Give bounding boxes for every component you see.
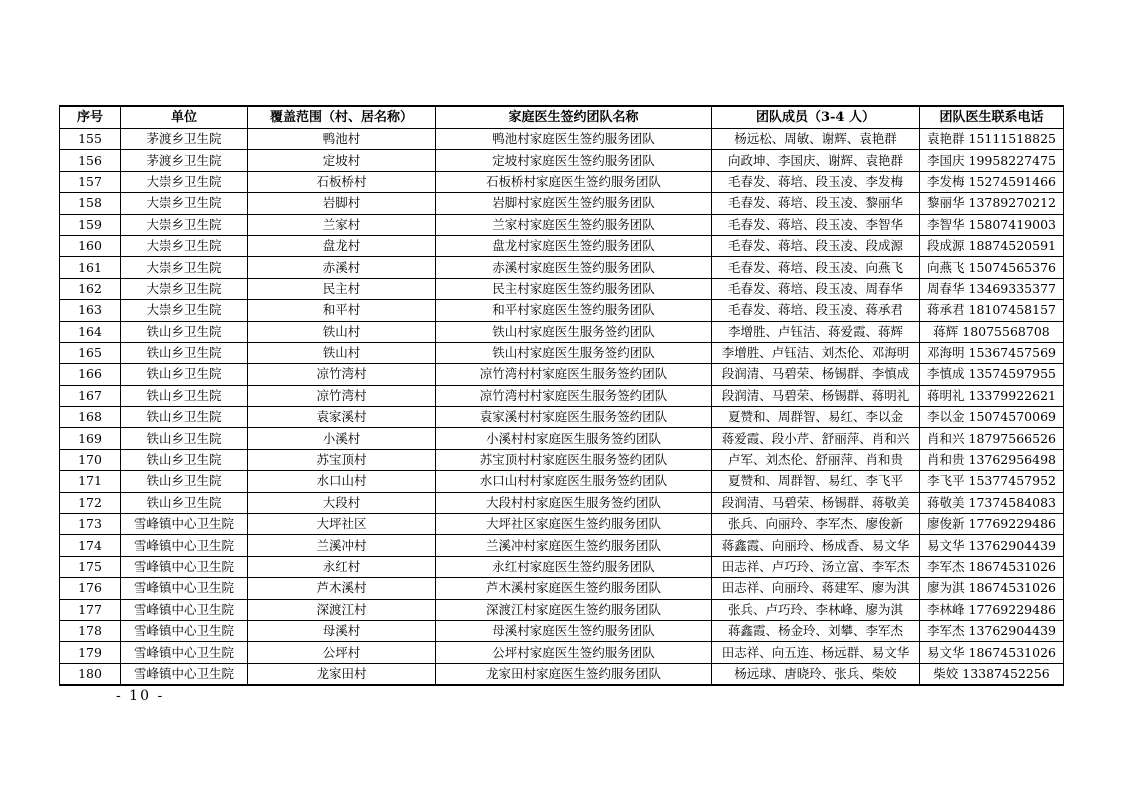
cell-coverage: 鸭池村	[248, 129, 436, 150]
cell-coverage: 母溪村	[248, 620, 436, 641]
cell-coverage: 兰溪冲村	[248, 535, 436, 556]
cell-index: 168	[60, 407, 121, 428]
cell-phone: 蒋明礼 13379922621	[920, 385, 1064, 406]
cell-phone: 李军杰 13762904439	[920, 620, 1064, 641]
cell-phone: 蒋辉 18075568708	[920, 321, 1064, 342]
table-row	[60, 514, 1064, 535]
cell-phone: 黎丽华 13789270212	[920, 193, 1064, 214]
cell-coverage: 民主村	[248, 278, 436, 299]
cell-members: 夏赞和、周群智、易红、李以金	[712, 407, 920, 428]
cell-phone: 袁艳群 15111518825	[920, 129, 1064, 150]
cell-unit: 大崇乡卫生院	[121, 278, 248, 299]
cell-coverage: 公坪村	[248, 642, 436, 663]
cell-phone: 柴姣 13387452256	[920, 663, 1064, 685]
cell-members: 毛春发、蒋培、段玉凌、周春华	[712, 278, 920, 299]
cell-phone: 李智华 15807419003	[920, 214, 1064, 235]
cell-team-name: 凉竹湾村村家庭医生服务签约团队	[436, 364, 712, 385]
table-row	[60, 428, 1064, 449]
table-row	[60, 342, 1064, 363]
cell-unit: 雪峰镇中心卫生院	[121, 642, 248, 663]
cell-index: 180	[60, 663, 121, 685]
cell-index: 162	[60, 278, 121, 299]
cell-unit: 大崇乡卫生院	[121, 300, 248, 321]
cell-team-name: 兰家村家庭医生签约服务团队	[436, 214, 712, 235]
cell-team-name: 龙家田村家庭医生签约服务团队	[436, 663, 712, 685]
cell-index: 164	[60, 321, 121, 342]
cell-members: 李增胜、卢钰洁、刘杰伦、邓海明	[712, 342, 920, 363]
cell-unit: 雪峰镇中心卫生院	[121, 556, 248, 577]
cell-unit: 铁山乡卫生院	[121, 449, 248, 470]
table-row	[60, 578, 1064, 599]
cell-coverage: 永红村	[248, 556, 436, 577]
cell-index: 167	[60, 385, 121, 406]
cell-phone: 周春华 13469335377	[920, 278, 1064, 299]
cell-index: 161	[60, 257, 121, 278]
cell-unit: 铁山乡卫生院	[121, 342, 248, 363]
cell-unit: 茅渡乡卫生院	[121, 129, 248, 150]
cell-members: 田志祥、卢巧玲、汤立富、李军杰	[712, 556, 920, 577]
cell-phone: 李林峰 17769229486	[920, 599, 1064, 620]
cell-unit: 茅渡乡卫生院	[121, 150, 248, 171]
table-row	[60, 407, 1064, 428]
cell-members: 向政坤、李国庆、谢辉、袁艳群	[712, 150, 920, 171]
cell-team-name: 岩脚村家庭医生签约服务团队	[436, 193, 712, 214]
cell-coverage: 石板桥村	[248, 171, 436, 192]
cell-team-name: 大坪社区家庭医生签约服务团队	[436, 514, 712, 535]
cell-index: 172	[60, 492, 121, 513]
cell-coverage: 赤溪村	[248, 257, 436, 278]
cell-members: 卢军、刘杰伦、舒丽萍、肖和贵	[712, 449, 920, 470]
header-index: 序号	[60, 106, 121, 129]
table-row	[60, 321, 1064, 342]
cell-index: 175	[60, 556, 121, 577]
cell-members: 蒋爱霞、段小芹、舒丽萍、肖和兴	[712, 428, 920, 449]
cell-members: 毛春发、蒋培、段玉凌、向燕飞	[712, 257, 920, 278]
cell-team-name: 石板桥村家庭医生签约服务团队	[436, 171, 712, 192]
cell-index: 170	[60, 449, 121, 470]
table-row	[60, 385, 1064, 406]
cell-members: 段润清、马碧荣、杨锡群、蒋敬美	[712, 492, 920, 513]
cell-members: 毛春发、蒋培、段玉凌、蒋承君	[712, 300, 920, 321]
cell-coverage: 大段村	[248, 492, 436, 513]
cell-members: 毛春发、蒋培、段玉凌、黎丽华	[712, 193, 920, 214]
cell-team-name: 定坡村家庭医生签约服务团队	[436, 150, 712, 171]
cell-index: 160	[60, 235, 121, 256]
cell-coverage: 和平村	[248, 300, 436, 321]
cell-unit: 大崇乡卫生院	[121, 193, 248, 214]
cell-unit: 大崇乡卫生院	[121, 214, 248, 235]
table-body	[60, 129, 1064, 686]
cell-team-name: 小溪村村家庭医生服务签约团队	[436, 428, 712, 449]
cell-team-name: 兰溪冲村家庭医生签约服务团队	[436, 535, 712, 556]
cell-unit: 大崇乡卫生院	[121, 257, 248, 278]
cell-members: 蒋鑫霞、向丽玲、杨成香、易文华	[712, 535, 920, 556]
cell-phone: 邓海明 15367457569	[920, 342, 1064, 363]
cell-members: 毛春发、蒋培、段玉凌、李智华	[712, 214, 920, 235]
table-row	[60, 150, 1064, 171]
cell-phone: 李慎成 13574597955	[920, 364, 1064, 385]
cell-team-name: 深渡江村家庭医生签约服务团队	[436, 599, 712, 620]
cell-members: 毛春发、蒋培、段玉凌、李发梅	[712, 171, 920, 192]
cell-index: 178	[60, 620, 121, 641]
cell-index: 163	[60, 300, 121, 321]
cell-members: 段润清、马碧荣、杨锡群、蒋明礼	[712, 385, 920, 406]
table-row	[60, 599, 1064, 620]
cell-phone: 肖和贵 13762956498	[920, 449, 1064, 470]
header-unit: 单位	[121, 106, 248, 129]
cell-team-name: 水口山村村家庭医生服务签约团队	[436, 471, 712, 492]
table-row	[60, 535, 1064, 556]
cell-phone: 李发梅 15274591466	[920, 171, 1064, 192]
cell-index: 171	[60, 471, 121, 492]
cell-unit: 铁山乡卫生院	[121, 407, 248, 428]
table-row	[60, 620, 1064, 641]
cell-coverage: 苏宝顶村	[248, 449, 436, 470]
cell-team-name: 铁山村家庭医生服务签约团队	[436, 321, 712, 342]
table-row	[60, 471, 1064, 492]
cell-phone: 廖为淇 18674531026	[920, 578, 1064, 599]
table-row	[60, 492, 1064, 513]
cell-members: 田志祥、向五连、杨远群、易文华	[712, 642, 920, 663]
cell-index: 157	[60, 171, 121, 192]
cell-index: 156	[60, 150, 121, 171]
cell-team-name: 凉竹湾村村家庭医生服务签约团队	[436, 385, 712, 406]
cell-coverage: 芦木溪村	[248, 578, 436, 599]
cell-phone: 易文华 13762904439	[920, 535, 1064, 556]
cell-unit: 大崇乡卫生院	[121, 235, 248, 256]
table-row	[60, 556, 1064, 577]
cell-unit: 雪峰镇中心卫生院	[121, 578, 248, 599]
cell-team-name: 公坪村家庭医生签约服务团队	[436, 642, 712, 663]
cell-coverage: 岩脚村	[248, 193, 436, 214]
cell-coverage: 凉竹湾村	[248, 385, 436, 406]
cell-phone: 李飞平 15377457952	[920, 471, 1064, 492]
cell-unit: 铁山乡卫生院	[121, 492, 248, 513]
cell-team-name: 大段村村家庭医生服务签约团队	[436, 492, 712, 513]
cell-index: 155	[60, 129, 121, 150]
cell-phone: 易文华 18674531026	[920, 642, 1064, 663]
cell-unit: 大崇乡卫生院	[121, 171, 248, 192]
cell-unit: 雪峰镇中心卫生院	[121, 599, 248, 620]
cell-unit: 铁山乡卫生院	[121, 428, 248, 449]
page-number: - 10 -	[116, 688, 165, 704]
cell-members: 张兵、向丽玲、李军杰、廖俊新	[712, 514, 920, 535]
table-row	[60, 642, 1064, 663]
cell-index: 179	[60, 642, 121, 663]
cell-phone: 肖和兴 18797566526	[920, 428, 1064, 449]
cell-members: 李增胜、卢钰洁、蒋爱霞、蒋辉	[712, 321, 920, 342]
header-coverage: 覆盖范围（村、居名称）	[248, 106, 436, 129]
table-row	[60, 235, 1064, 256]
cell-members: 张兵、卢巧玲、李林峰、廖为淇	[712, 599, 920, 620]
cell-index: 166	[60, 364, 121, 385]
cell-coverage: 小溪村	[248, 428, 436, 449]
cell-team-name: 母溪村家庭医生签约服务团队	[436, 620, 712, 641]
cell-members: 杨远松、周敏、谢辉、袁艳群	[712, 129, 920, 150]
cell-coverage: 兰家村	[248, 214, 436, 235]
cell-unit: 铁山乡卫生院	[121, 471, 248, 492]
cell-phone: 向燕飞 15074565376	[920, 257, 1064, 278]
cell-index: 174	[60, 535, 121, 556]
cell-team-name: 铁山村家庭医生服务签约团队	[436, 342, 712, 363]
cell-unit: 铁山乡卫生院	[121, 385, 248, 406]
cell-unit: 铁山乡卫生院	[121, 321, 248, 342]
header-team-name: 家庭医生签约团队名称	[436, 106, 712, 129]
table-header-row	[60, 106, 1064, 129]
cell-coverage: 袁家溪村	[248, 407, 436, 428]
cell-coverage: 铁山村	[248, 342, 436, 363]
header-members: 团队成员（3-4 人）	[712, 106, 920, 129]
cell-coverage: 凉竹湾村	[248, 364, 436, 385]
cell-unit: 雪峰镇中心卫生院	[121, 514, 248, 535]
cell-team-name: 和平村家庭医生签约服务团队	[436, 300, 712, 321]
cell-index: 169	[60, 428, 121, 449]
table-row	[60, 449, 1064, 470]
cell-team-name: 永红村家庭医生签约服务团队	[436, 556, 712, 577]
cell-team-name: 赤溪村家庭医生签约服务团队	[436, 257, 712, 278]
table-row	[60, 663, 1064, 685]
table-row	[60, 278, 1064, 299]
cell-unit: 铁山乡卫生院	[121, 364, 248, 385]
cell-coverage: 大坪社区	[248, 514, 436, 535]
cell-coverage: 定坡村	[248, 150, 436, 171]
cell-members: 毛春发、蒋培、段玉凌、段成源	[712, 235, 920, 256]
cell-team-name: 袁家溪村村家庭医生服务签约团队	[436, 407, 712, 428]
header-phone: 团队医生联系电话	[920, 106, 1064, 129]
cell-phone: 段成源 18874520591	[920, 235, 1064, 256]
cell-unit: 雪峰镇中心卫生院	[121, 535, 248, 556]
cell-members: 夏赞和、周群智、易红、李飞平	[712, 471, 920, 492]
cell-phone: 蒋敬美 17374584083	[920, 492, 1064, 513]
cell-index: 158	[60, 193, 121, 214]
table-row	[60, 300, 1064, 321]
table-row	[60, 364, 1064, 385]
cell-index: 177	[60, 599, 121, 620]
table-row	[60, 193, 1064, 214]
cell-members: 段润清、马碧荣、杨锡群、李慎成	[712, 364, 920, 385]
cell-unit: 雪峰镇中心卫生院	[121, 620, 248, 641]
cell-members: 蒋鑫霞、杨金玲、刘攀、李军杰	[712, 620, 920, 641]
team-table	[59, 105, 1064, 686]
cell-index: 159	[60, 214, 121, 235]
cell-phone: 廖俊新 17769229486	[920, 514, 1064, 535]
cell-coverage: 水口山村	[248, 471, 436, 492]
cell-team-name: 鸭池村家庭医生签约服务团队	[436, 129, 712, 150]
cell-index: 176	[60, 578, 121, 599]
cell-coverage: 深渡江村	[248, 599, 436, 620]
cell-phone: 蒋承君 18107458157	[920, 300, 1064, 321]
table-row	[60, 171, 1064, 192]
cell-unit: 雪峰镇中心卫生院	[121, 663, 248, 685]
cell-phone: 李国庆 19958227475	[920, 150, 1064, 171]
cell-team-name: 芦木溪村家庭医生签约服务团队	[436, 578, 712, 599]
cell-team-name: 苏宝顶村村家庭医生服务签约团队	[436, 449, 712, 470]
cell-index: 165	[60, 342, 121, 363]
table-row	[60, 257, 1064, 278]
cell-team-name: 盘龙村家庭医生签约服务团队	[436, 235, 712, 256]
cell-members: 田志祥、向丽玲、蒋建军、廖为淇	[712, 578, 920, 599]
cell-coverage: 铁山村	[248, 321, 436, 342]
cell-index: 173	[60, 514, 121, 535]
table-row	[60, 129, 1064, 150]
table-row	[60, 214, 1064, 235]
cell-members: 杨远球、唐晓玲、张兵、柴姣	[712, 663, 920, 685]
cell-coverage: 盘龙村	[248, 235, 436, 256]
cell-team-name: 民主村家庭医生签约服务团队	[436, 278, 712, 299]
cell-phone: 李以金 15074570069	[920, 407, 1064, 428]
cell-coverage: 龙家田村	[248, 663, 436, 685]
cell-phone: 李军杰 18674531026	[920, 556, 1064, 577]
